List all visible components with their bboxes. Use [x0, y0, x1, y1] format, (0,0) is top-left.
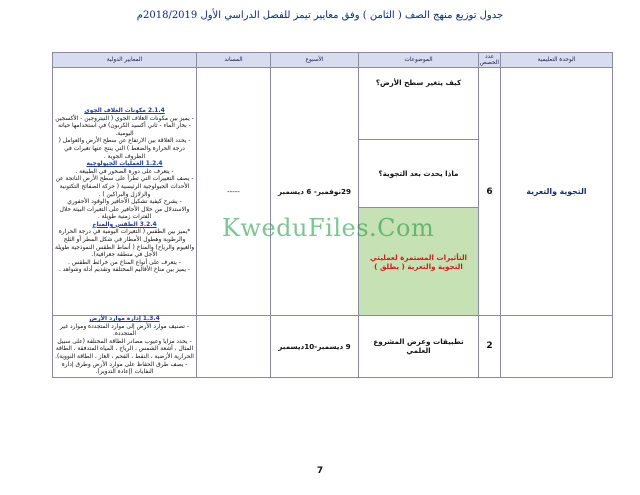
standard-heading: 1.2.4 العمليات الجيولوجية	[86, 161, 163, 168]
standard-item: *يميز بين الطقس ( التغيرات اليومية في درجة الحرارة والرطوبة وهطول الأمطار في شكل المطر أو الثلج والغيوم والرياح) والمناخ ( أنماط الطقس النموذجية طويلة الأجل في منطقة جغرافية).	[54, 229, 195, 259]
page-title: جدول توزيع منهج الصف ( الثامن ) وفق معايير تيمز للفصل الدراسي الأول 2018/2019م	[136, 10, 504, 21]
unit-cell-empty	[501, 316, 613, 378]
standards-cell-main	[53, 68, 197, 316]
count-cell: 6	[479, 68, 501, 316]
header-row	[53, 53, 613, 68]
topic-cell: تطبيقات وعرض المشروع العلمي	[359, 316, 479, 378]
standard-item: - يميز بين مكونات الغلاف الجوي ( النيتروجين - الأكسجين - بخار الماء - ثاني أكسيد الكربون) في استخدامها حياته اليومية.	[55, 115, 194, 137]
standard-heading: 2.1.4 مكونات الغلاف الجوي	[84, 107, 165, 114]
header-week: الأسبوع	[271, 53, 359, 68]
unit-cell: التجوية والتعرية	[501, 68, 613, 316]
standard-heading: 3.2.4 الطقس والمناخ	[92, 221, 157, 228]
standard-item: - يحدد العلاقة بين الارتفاع عن سطح الأرض والعوامل ( درجة الحرارة والضغط ) التي ينتج عنها تغيرات في الظروف الجوية .	[58, 138, 191, 160]
standards-cell-app	[53, 316, 197, 378]
standards-list	[54, 108, 195, 275]
table-row	[53, 68, 613, 140]
count-cell: 2	[479, 316, 501, 378]
standard-item: - تصنيف موارد الأرض إلى موارد المتجددة وموارد غير المتجددة.	[60, 323, 189, 338]
support-cell: -----	[197, 68, 271, 316]
header-support: المساند	[197, 53, 271, 68]
standard-heading: 1.3.4 إدارة موارد الأرض	[89, 316, 160, 322]
header-standards: المعايير الدولية	[53, 53, 197, 68]
page-number: 7	[316, 466, 324, 476]
week-cell: 9 ديسمبر-10ديسمبر	[271, 316, 359, 378]
header-count: عدد الحصص	[479, 54, 499, 66]
standard-item: - يشرح كيفية تشكيل الأحافير والوقود الأحفوري والاستدلال من خلال الأحافير على التغيرات البيئة خلال الفترات زمنية طويلة .	[59, 199, 190, 221]
standard-item: - يحدد مزايا وعيوب مصادر الطاقة المختلفة (على سبيل المثال ، أشعة الشمس ، الرياح ، المياه المتدفقة ، الطاقة الحرارية الأرضية ، النفط ، الفحم ، الغاز ، الطاقة النووية).	[55, 338, 194, 360]
watermark-text: KweduFiles.Com	[222, 214, 435, 242]
topic-cell: ماذا يحدث بعد التجوية؟	[359, 140, 479, 208]
table-row	[53, 316, 613, 378]
standard-item: - يتعرف على دورة الصخور في الطبيعة .	[75, 168, 174, 175]
header-unit: الوحدة التعليمية	[501, 53, 613, 68]
standard-item: - يصف طرق الحفاظ على موارد الأرض وطرق إدارة النفايات (إعادة التدوير).	[61, 361, 188, 376]
topic-cell: كيف يتغير سطح الأرض؟	[359, 68, 479, 140]
standard-item: - يصف التغييرات التي تطرأ على سطح الأرض الناتجة عن الأحداث الجيولوجية الرئيسية ( حركة الصفائح التكتونية والزلازل والبراكين ) .	[55, 176, 194, 198]
curriculum-table	[52, 52, 613, 378]
week-cell: 29نوفمبر- 6 ديسمبر	[271, 68, 359, 316]
standard-item: - يتعرف على أنواع المناخ من خرائط الطقس .	[68, 259, 181, 266]
standard-item: - يميز بين مناخ الأقاليم المختلفة وتقديم أدلة وشواهد .	[59, 267, 190, 274]
support-cell-empty	[197, 316, 271, 378]
standards-list	[54, 316, 195, 377]
header-topics: الموضوعات	[359, 53, 479, 68]
topic-cell-highlighted: التأثيرات المستمرة لعمليتي التجوية والتعرية ( يطلق )	[359, 208, 479, 316]
